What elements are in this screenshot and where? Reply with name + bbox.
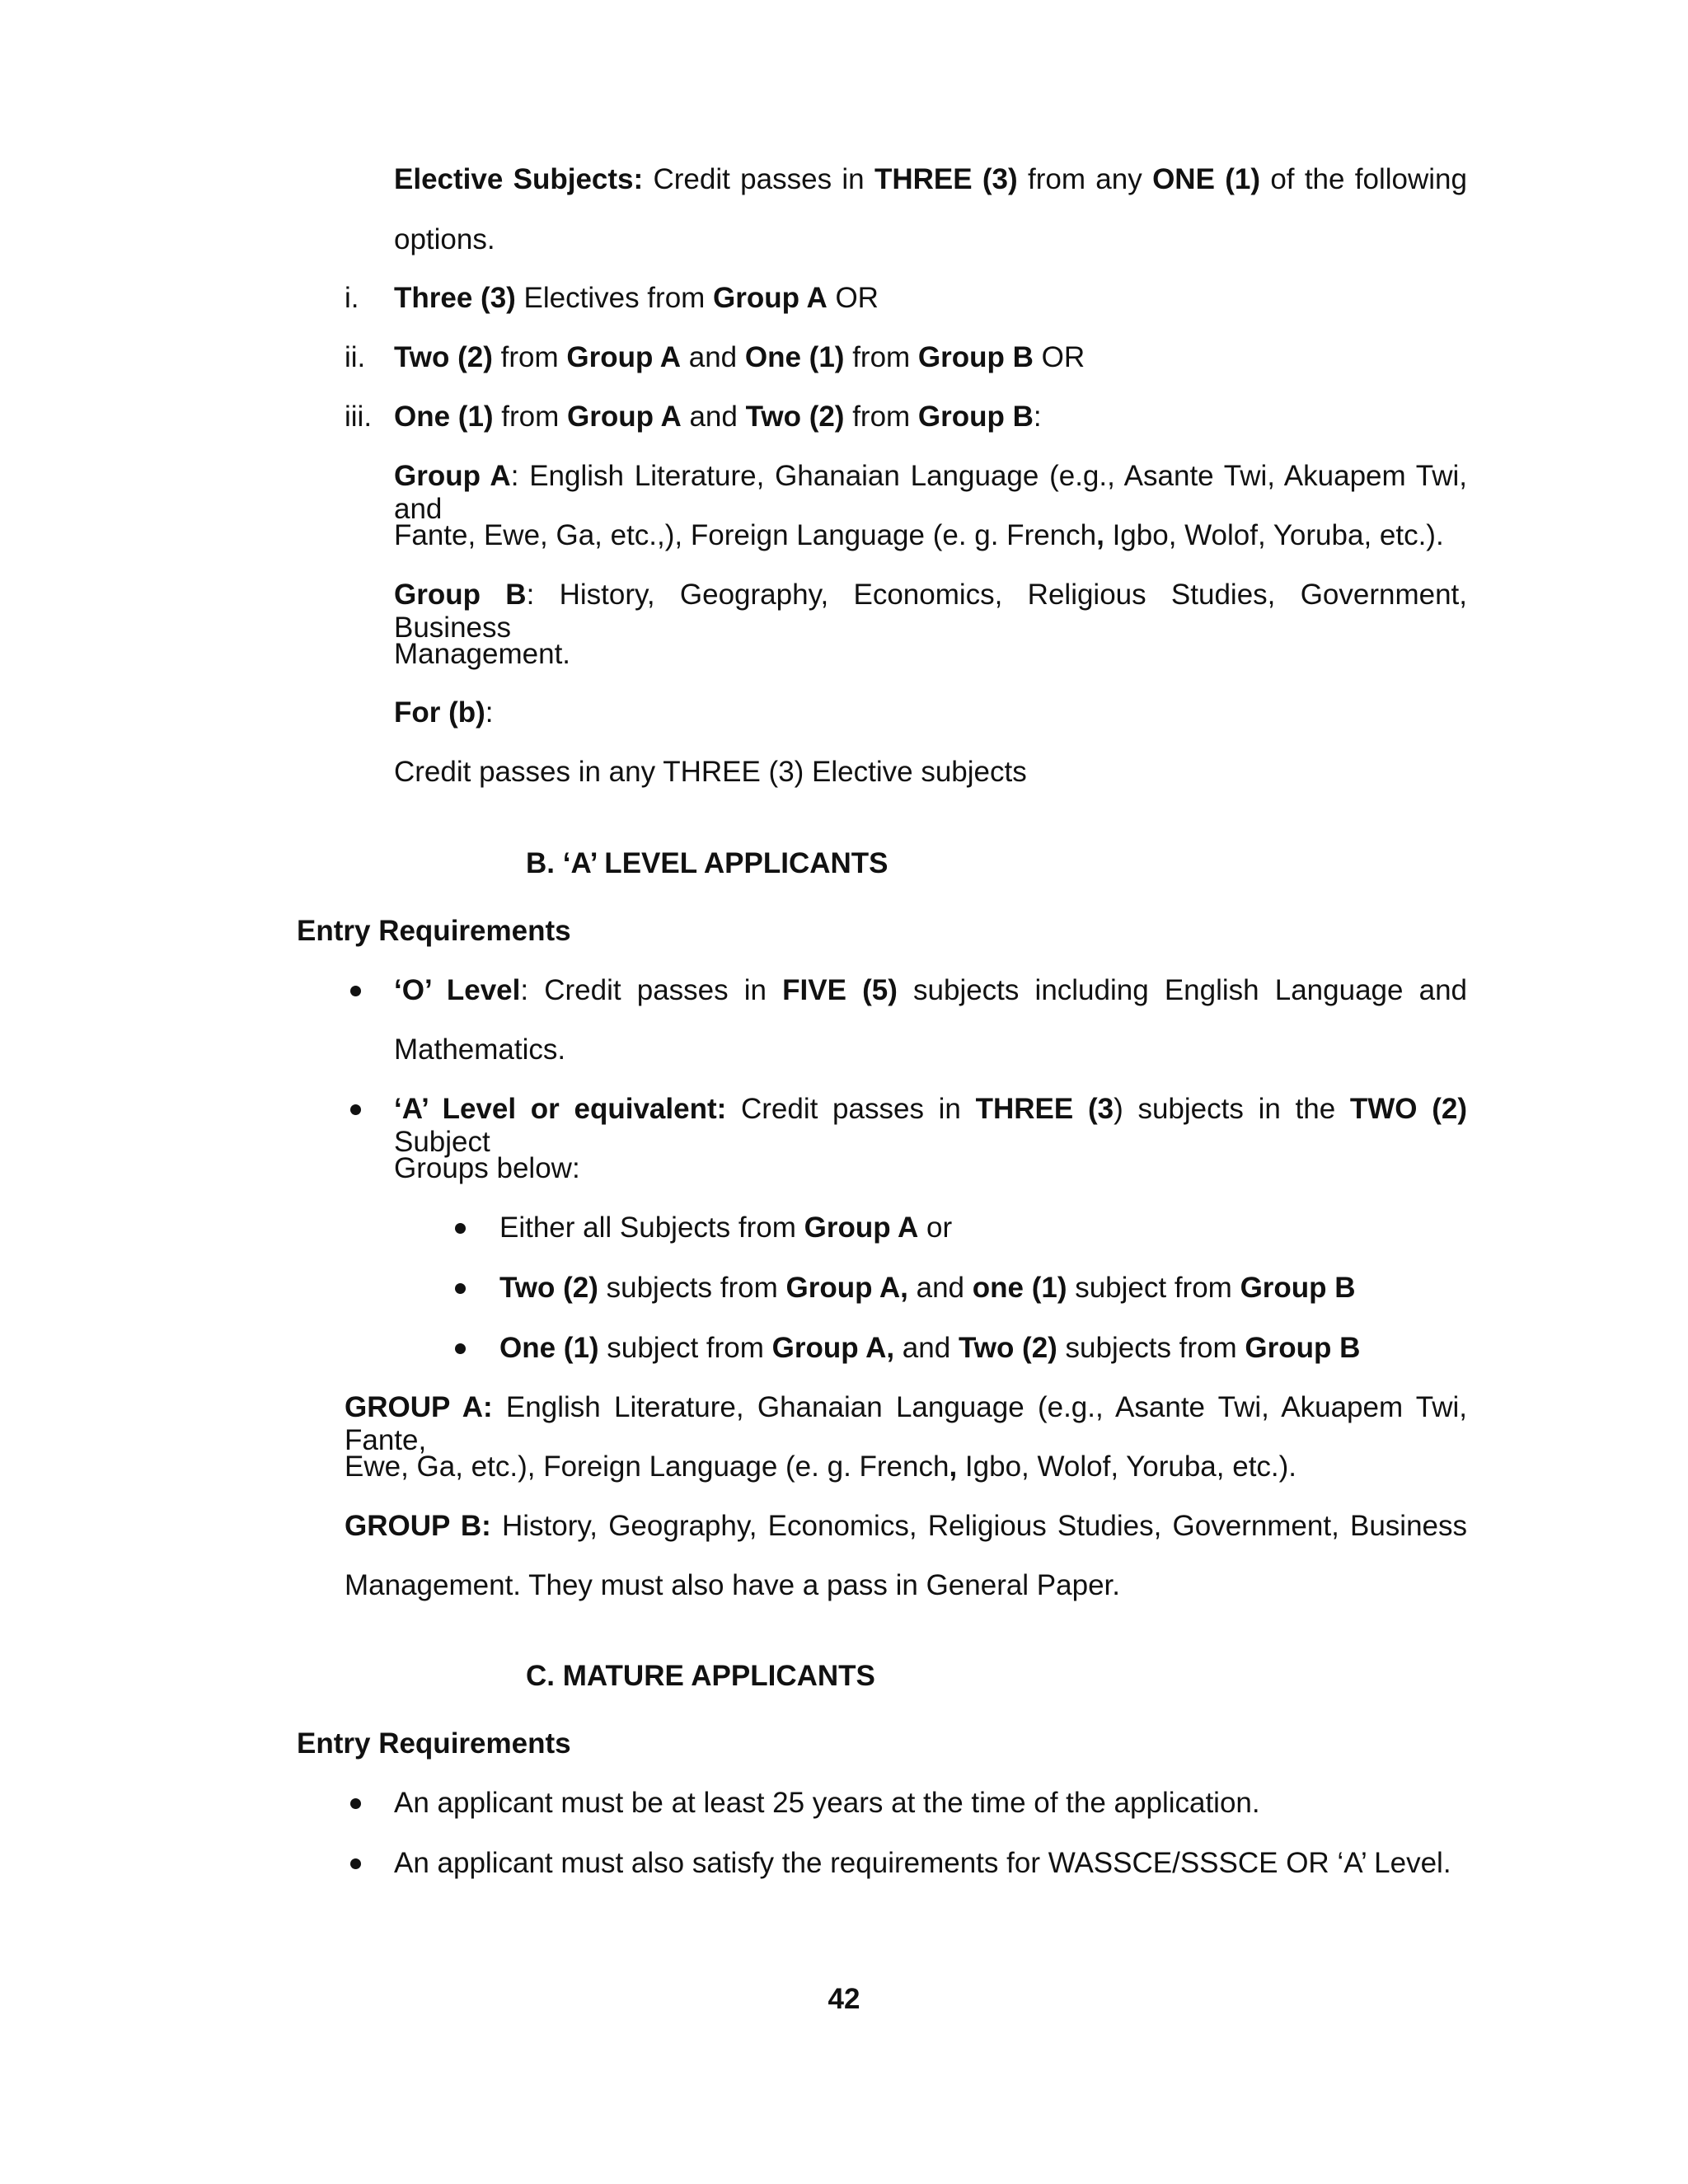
option-item: Three (3) Electives from Group A OR	[394, 282, 879, 314]
o-level-requirement-cont: Mathematics.	[394, 1033, 566, 1066]
group-b-description-cont: Management.	[394, 638, 571, 670]
a-level-requirement-cont: Groups below:	[394, 1152, 580, 1184]
elective-subjects-line: Elective Subjects: Credit passes in THREE (3) from any ONE (1) of the following	[394, 163, 1467, 195]
section-c-heading: C. MATURE APPLICANTS	[526, 1660, 875, 1692]
sub-bullet-item: One (1) subject from Group A, and Two (2) subjects from Group B	[499, 1332, 1361, 1364]
group-b-paragraph: GROUP B: History, Geography, Economics, Religious Studies, Government, Business	[345, 1510, 1468, 1542]
page-number: 42	[828, 1983, 860, 2015]
bullet-icon	[350, 1858, 361, 1869]
group-a-paragraph: GROUP A: English Literature, Ghanaian Language (e.g., Asante Twi, Akuapem Twi, Fante,	[345, 1391, 1467, 1456]
group-b-paragraph-cont: Management. They must also have a pass in General Paper.	[345, 1569, 1121, 1601]
option-marker: iii.	[345, 401, 373, 433]
for-b-label: For (b):	[394, 696, 494, 729]
sub-bullet-item: Either all Subjects from Group A or	[499, 1212, 953, 1244]
bullet-icon	[455, 1283, 466, 1294]
section-c-entry-heading: Entry Requirements	[297, 1727, 571, 1760]
bullet-icon	[350, 986, 361, 996]
o-level-requirement: ‘O’ Level: Credit passes in FIVE (5) subjects including English Language and	[394, 974, 1468, 1006]
mature-requirement: An applicant must be at least 25 years at the time of the application.	[394, 1787, 1260, 1819]
sub-bullet-item: Two (2) subjects from Group A, and one (1) subject from Group B	[499, 1272, 1356, 1304]
bullet-icon	[455, 1223, 466, 1234]
group-a-description-cont: Fante, Ewe, Ga, etc.,), Foreign Language (e. g. French, Igbo, Wolof, Yoruba, etc.).	[394, 519, 1444, 551]
option-item: Two (2) from Group A and One (1) from Group B OR	[394, 341, 1085, 373]
option-item: One (1) from Group A and Two (2) from Group B:	[394, 401, 1042, 433]
bullet-icon	[455, 1343, 466, 1354]
group-b-description: Group B: History, Geography, Economics, Religious Studies, Government, Business	[394, 579, 1468, 644]
for-b-text: Credit passes in any THREE (3) Elective subjects	[394, 756, 1027, 788]
group-a-paragraph-cont: Ewe, Ga, etc.), Foreign Language (e. g. French, Igbo, Wolof, Yoruba, etc.).	[345, 1451, 1297, 1483]
bullet-icon	[350, 1104, 361, 1115]
mature-requirement: An applicant must also satisfy the requirements for WASSCE/SSSCE OR ‘A’ Level.	[394, 1847, 1451, 1879]
option-marker: i.	[345, 282, 359, 314]
elective-subjects-label: Elective Subjects:	[394, 163, 644, 195]
elective-subjects-line-cont: options.	[394, 223, 495, 255]
bullet-icon	[350, 1798, 361, 1809]
group-a-description: Group A: English Literature, Ghanaian Language (e.g., Asante Twi, Akuapem Twi, and	[394, 460, 1467, 525]
a-level-requirement: ‘A’ Level or equivalent: Credit passes in THREE (3) subjects in the TWO (2) Subject	[394, 1093, 1468, 1158]
option-marker: ii.	[345, 341, 366, 373]
section-b-entry-heading: Entry Requirements	[297, 915, 571, 947]
section-b-heading: B. ‘A’ LEVEL APPLICANTS	[526, 847, 889, 879]
